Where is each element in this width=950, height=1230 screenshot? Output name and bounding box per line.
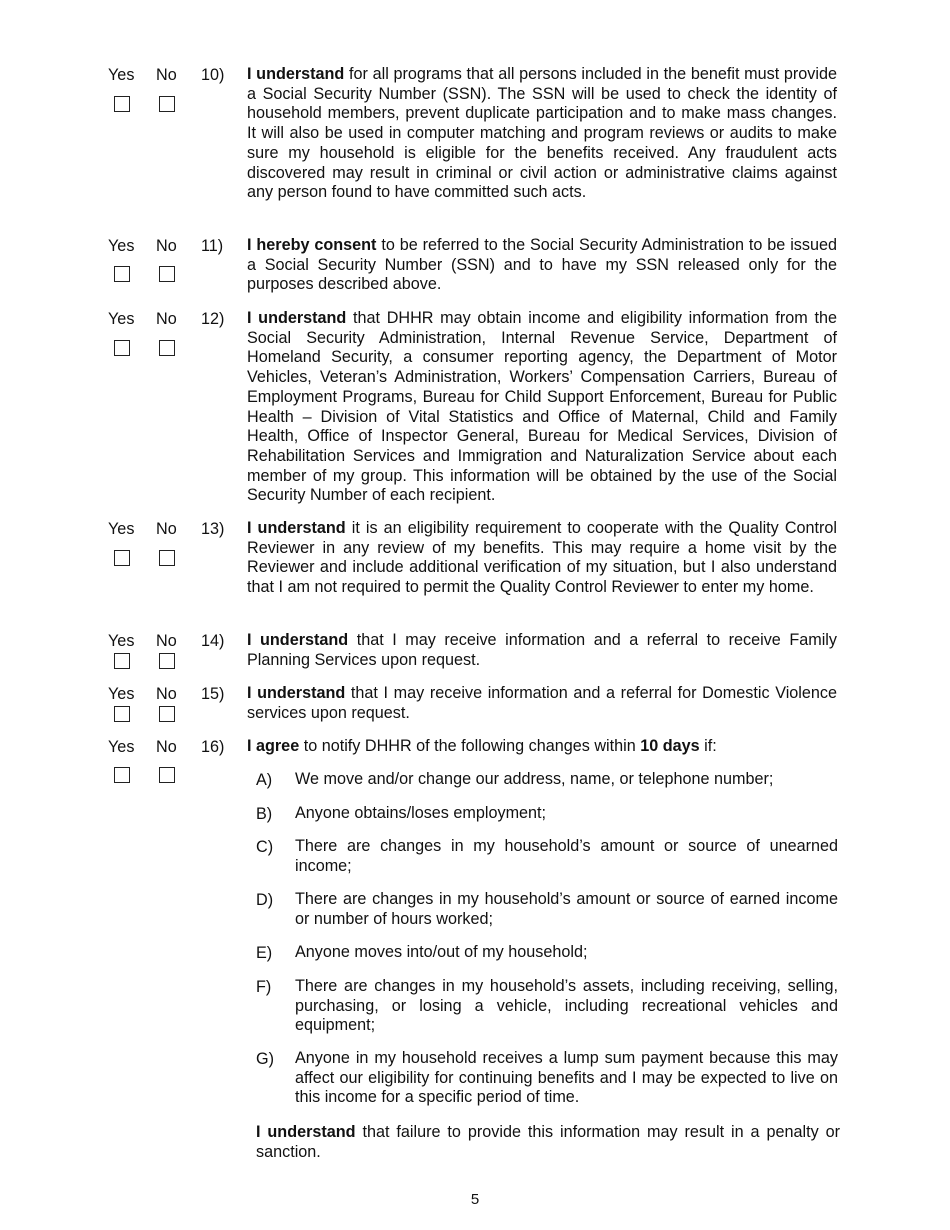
item-number: 15) [201,685,225,703]
item-body: for all programs that all persons included in the benefit must provide a Social Security Number (SSN). The SSN will be used to check the identity of household members, prevent duplicate participation and to make mass changes. It will also be used in computer matching and program reviews or audits to make sure my household is eligible for the benefits received. Any fraudulent acts discovered may result in criminal or civil action or administrative claims against any person found to have committed such acts. [247,65,837,202]
no-label: No [156,66,177,84]
page-number: 5 [470,1191,480,1208]
item-number: 11) [201,237,224,255]
yes-checkbox[interactable] [114,653,130,669]
yes-checkbox[interactable] [114,550,130,566]
item-body: to be referred to the Social Security Administration to be issued a Social Security Number (SSN) and to have my SSN released only for the purposes described above. [247,236,837,294]
item-body: that I may receive information and a referral for Domestic Violence services upon request. [247,684,838,722]
no-checkbox[interactable] [159,266,175,282]
item-lead: I understand [247,65,345,83]
item-12 [100,309,840,509]
change-letter: G) [256,1050,274,1068]
item-13 [100,519,840,619]
item-body-end: if: [699,737,717,755]
yes-checkbox[interactable] [114,706,130,722]
change-text: Anyone moves into/out of my household; [295,943,588,961]
item-text [247,309,837,506]
change-letter: D) [256,891,274,909]
change-text: There are changes in my household’s assets, including receiving, selling, purchasing, or losing a vehicle, including recreational vehicles and equipment; [295,977,838,1035]
closing-statement [256,1122,840,1162]
yes-label: Yes [108,310,135,328]
change-letter: C) [256,838,274,856]
change-letter: F) [256,978,272,996]
item-text [247,65,837,203]
change-letter: E) [256,944,273,962]
closing-lead: I understand [256,1123,356,1141]
yes-checkbox[interactable] [114,340,130,356]
item-lead: I understand [247,519,346,537]
no-label: No [156,237,177,255]
item-15 [100,684,840,726]
yes-label: Yes [108,685,135,703]
no-checkbox[interactable] [159,706,175,722]
item-text [247,236,837,295]
change-letter: A) [256,771,273,789]
yes-checkbox[interactable] [114,96,130,112]
item-emphasis: 10 days [640,737,700,755]
yes-label: Yes [108,738,135,756]
item-14 [100,631,840,673]
item-number: 10) [201,66,225,84]
change-text: Anyone in my household receives a lump sum payment because this may affect our eligibility for continuing benefits and I may be expected to live on this income for a specific period of time. [295,1049,838,1107]
item-body: that DHHR may obtain income and eligibility information from the Social Security Administration, Internal Revenue Service, Department of Homeland Security, a consumer reporting agency, the Department of Motor Vehicles, Veteran’s Administration, Workers’ Compensation Carriers, Bureau of Employment Programs, Bureau for Child Support Enforcement, Bureau for Public Health – Division of Vital Statistics and Office of Maternal, Child and Family Health, Office of Inspector General, Bureau for Medical Services, Division of Rehabilitation Services and Immigration and Naturalization Service about each member of my group. This information will be obtained by the use of the Social Security Number of each recipient. [247,309,837,505]
item-10 [100,65,840,225]
change-text: There are changes in my household’s amount or source of earned income or number of hours worked; [295,890,838,928]
item-lead: I understand [247,684,346,702]
item-number: 12) [201,310,225,328]
no-label: No [156,520,177,538]
item-lead: I hereby consent [247,236,377,254]
item-lead: I agree [247,737,300,755]
item-text [247,684,837,723]
item-body: that I may receive information and a referral to receive Family Planning Services upon request. [247,631,837,669]
yes-label: Yes [108,237,135,255]
no-label: No [156,685,177,703]
item-number: 13) [201,520,225,538]
item-number: 16) [201,738,225,756]
item-lead: I understand [247,631,349,649]
item-number: 14) [201,632,225,650]
no-checkbox[interactable] [159,767,175,783]
no-checkbox[interactable] [159,550,175,566]
item-text [247,519,837,598]
no-label: No [156,738,177,756]
item-body: to notify DHHR of the following changes within [299,737,641,755]
no-label: No [156,632,177,650]
yes-label: Yes [108,632,135,650]
no-label: No [156,310,177,328]
yes-checkbox[interactable] [114,767,130,783]
item-lead: I understand [247,309,347,327]
no-checkbox[interactable] [159,653,175,669]
item-11 [100,236,840,296]
yes-checkbox[interactable] [114,266,130,282]
change-text: We move and/or change our address, name, or telephone number; [295,770,774,788]
yes-label: Yes [108,520,135,538]
item-text [247,631,837,670]
yes-label: Yes [108,66,135,84]
no-checkbox[interactable] [159,96,175,112]
closing-body: that failure to provide this information may result in a penalty or sanction. [256,1123,840,1161]
no-checkbox[interactable] [159,340,175,356]
change-text: There are changes in my household’s amount or source of unearned income; [295,837,838,875]
change-letter: B) [256,805,273,823]
item-body: it is an eligibility requirement to cooperate with the Quality Control Reviewer in any review of my benefits. This may require a home visit by the Reviewer and include additional verification of my situation, but I also understand that I am not required to permit the Quality Control Reviewer to enter my home. [247,519,837,597]
item-text [247,737,837,757]
change-text: Anyone obtains/loses employment; [295,804,547,822]
